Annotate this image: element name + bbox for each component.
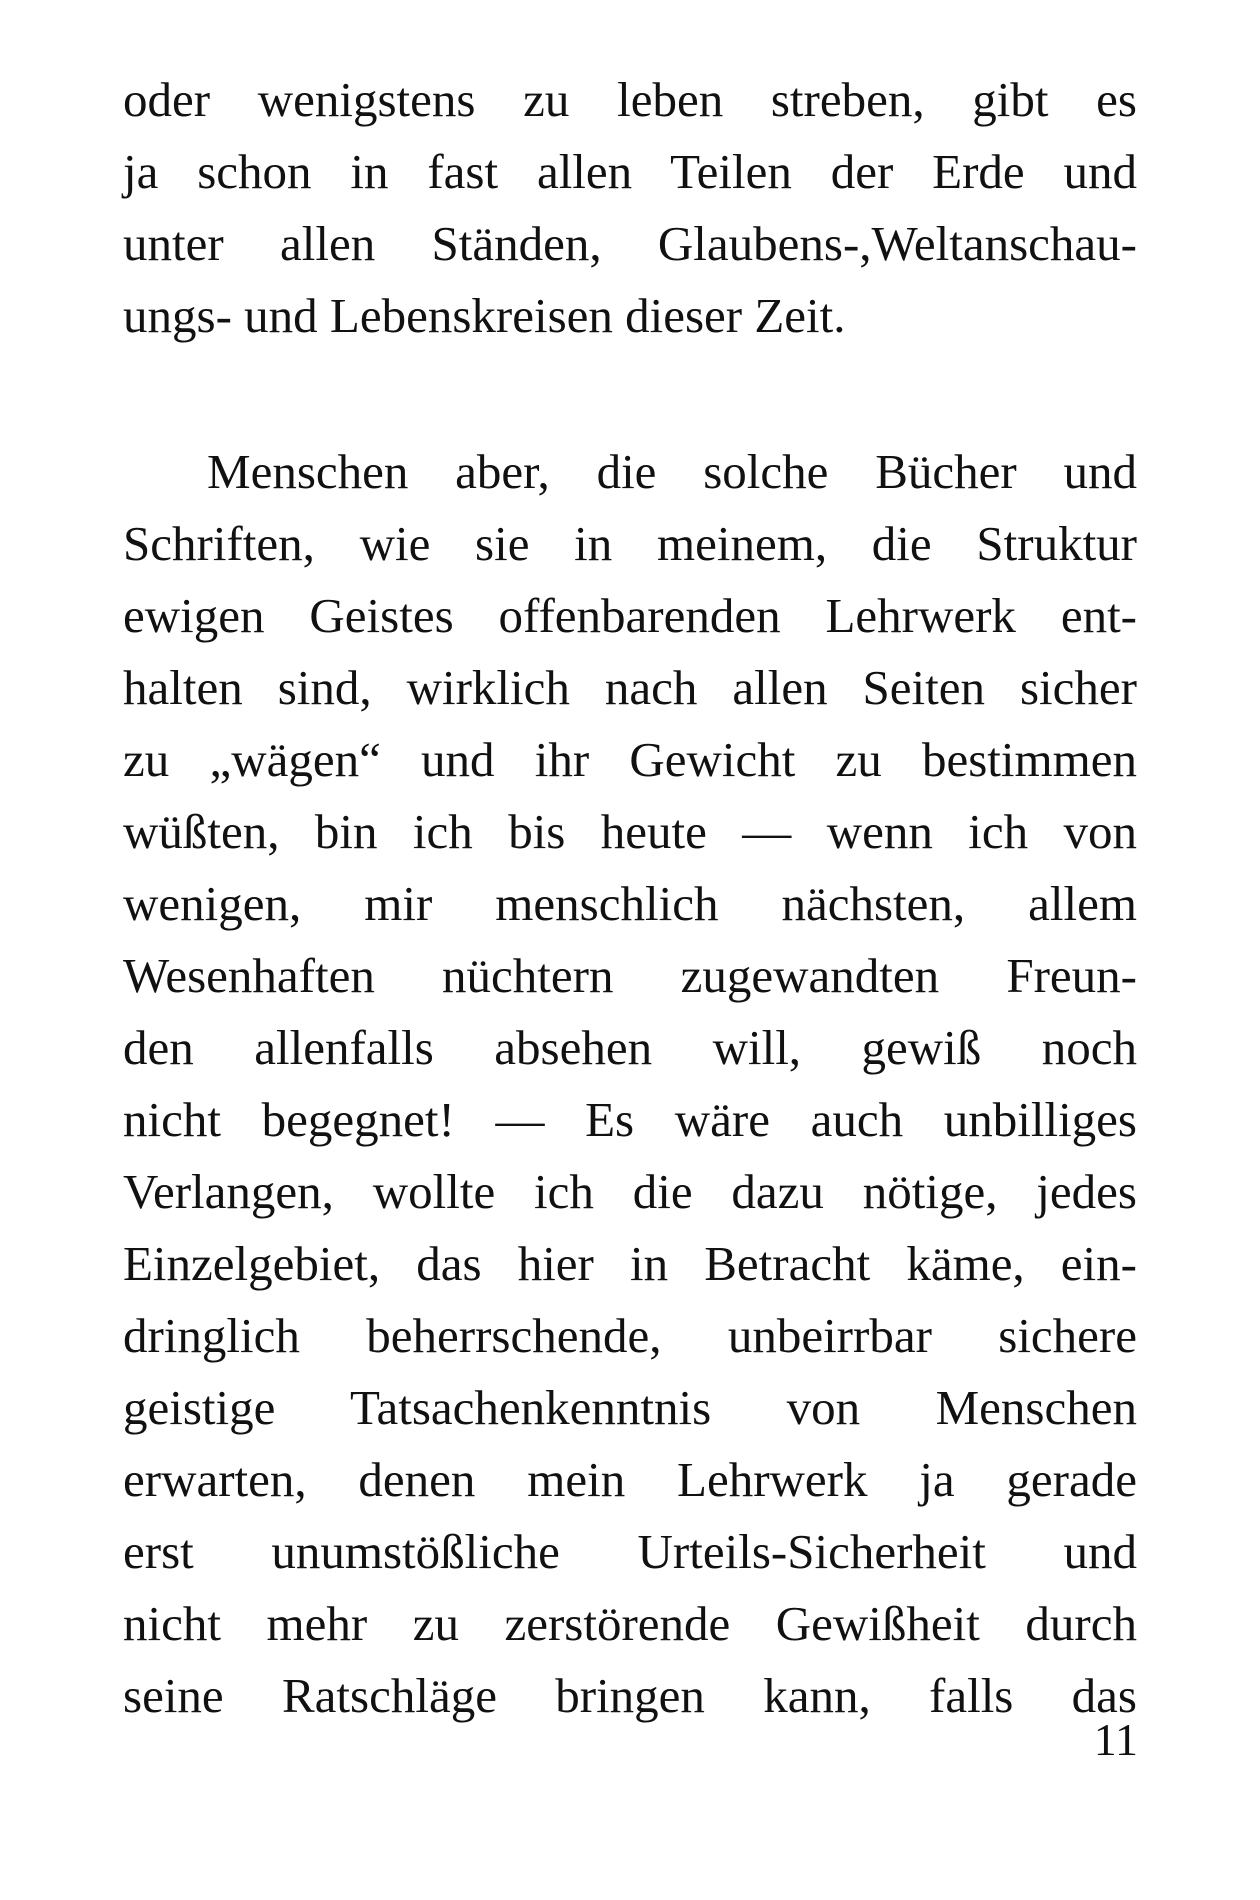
text-line: unter allen Ständen, Glaubens-,Weltanschau- xyxy=(123,216,1137,271)
text-line: oder wenigstens zu leben streben, gibt es xyxy=(123,72,1137,127)
text-line: ja schon in fast allen Teilen der Erde und xyxy=(123,144,1137,199)
text-line: dringlich beherrschende, unbeirrbar sichere xyxy=(123,1308,1137,1363)
text-line: halten sind, wirklich nach allen Seiten sicher xyxy=(123,660,1137,715)
text-line: wüßten, bin ich bis heute — wenn ich von xyxy=(123,804,1137,859)
text-line: ungs- und Lebenskreisen dieser Zeit. xyxy=(123,288,846,343)
text-line: ewigen Geistes offenbarenden Lehrwerk ent- xyxy=(123,588,1137,643)
text-line: wenigen, mir menschlich nächsten, allem xyxy=(123,876,1137,931)
text-line: den allenfalls absehen will, gewiß noch xyxy=(123,1020,1137,1075)
page-number: 11 xyxy=(1093,1714,1138,1765)
text-line: geistige Tatsachenkenntnis von Menschen xyxy=(123,1380,1137,1435)
paragraph-1 xyxy=(123,64,1137,352)
text-line: zu „wägen“ und ihr Gewicht zu bestimmen xyxy=(123,732,1137,787)
text-line: Einzelgebiet, das hier in Betracht käme, ein- xyxy=(123,1236,1137,1291)
text-line: nicht begegnet! — Es wäre auch unbilliges xyxy=(123,1092,1137,1147)
text-line: erst unumstößliche Urteils-Sicherheit und xyxy=(123,1524,1137,1579)
text-line: erwarten, denen mein Lehrwerk ja gerade xyxy=(123,1452,1137,1507)
text-line: Menschen aber, die solche Bücher und xyxy=(207,444,1137,499)
text-line: seine Ratschläge bringen kann, falls das xyxy=(123,1668,1137,1723)
paragraph-2 xyxy=(123,436,1137,1732)
text-line: Wesenhaften nüchtern zugewandten Freun- xyxy=(123,948,1137,1003)
text-line: Verlangen, wollte ich die dazu nötige, jedes xyxy=(123,1164,1137,1219)
text-line: nicht mehr zu zerstörende Gewißheit durch xyxy=(123,1596,1137,1651)
text-line: Schriften, wie sie in meinem, die Struktur xyxy=(123,516,1137,571)
